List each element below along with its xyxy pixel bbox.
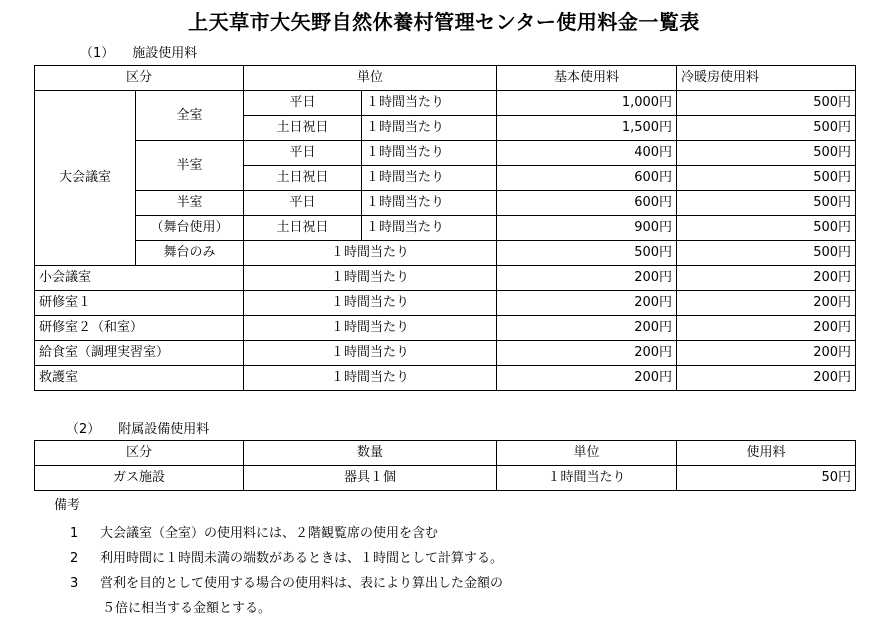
section-2-number: （2）	[66, 422, 101, 437]
unit-cell: １時間当たり	[362, 91, 497, 116]
section-2-label: 附属設備使用料	[118, 422, 210, 437]
table-row	[35, 341, 856, 366]
room-name: 研修室２（和室）	[35, 316, 244, 341]
day-type: 土日祝日	[244, 216, 362, 241]
aircon-fee: 500円	[677, 216, 856, 241]
unit-cell: １時間当たり	[362, 216, 497, 241]
room-name: 研修室１	[35, 291, 244, 316]
note-text-continued: ５倍に相当する金額とする。	[102, 601, 272, 616]
sub-butai-nomi: 舞台のみ	[136, 241, 244, 266]
unit-cell: １時間当たり	[244, 266, 497, 291]
day-type: 平日	[244, 91, 362, 116]
table-row	[35, 216, 856, 241]
aircon-fee: 200円	[677, 266, 856, 291]
sub-hanshitsu: 半室	[136, 141, 244, 191]
aircon-fee: 500円	[677, 166, 856, 191]
note-text: 大会議室（全室）の使用料には、２階観覧席の使用を含む	[100, 526, 439, 541]
note-item	[54, 546, 503, 571]
table-row	[35, 466, 856, 491]
header-kubun: 区分	[35, 66, 244, 91]
unit-cell: １時間当たり	[244, 366, 497, 391]
basic-fee: 200円	[497, 316, 677, 341]
aircon-fee: 500円	[677, 141, 856, 166]
equipment-unit: １時間当たり	[497, 466, 677, 491]
facility-fee-table	[34, 65, 856, 391]
header-unit: 単位	[244, 66, 497, 91]
unit-cell: １時間当たり	[244, 291, 497, 316]
equipment-fee: 50円	[677, 466, 856, 491]
basic-fee: 500円	[497, 241, 677, 266]
aircon-fee: 200円	[677, 366, 856, 391]
header-kubun: 区分	[35, 441, 244, 466]
note-number: 2	[70, 551, 79, 566]
note-text: 営利を目的として使用する場合の使用料は、表により算出した金額の	[100, 576, 504, 591]
table-row	[35, 91, 856, 116]
section-1-label: 施設使用料	[132, 46, 198, 61]
unit-cell: １時間当たり	[244, 341, 497, 366]
table-row	[35, 291, 856, 316]
basic-fee: 200円	[497, 266, 677, 291]
page-title: 上天草市大矢野自然休養村管理センター使用料金一覧表	[188, 10, 700, 34]
notes-section	[54, 494, 503, 621]
sub-hanshitsu-butai-1: 半室	[136, 191, 244, 216]
note-number: 3	[70, 576, 79, 591]
day-type: 土日祝日	[244, 116, 362, 141]
section-2-heading	[66, 418, 209, 437]
aircon-fee: 500円	[677, 116, 856, 141]
aircon-fee: 500円	[677, 191, 856, 216]
room-daikaigi: 大会議室	[35, 91, 136, 266]
unit-cell: １時間当たり	[362, 191, 497, 216]
basic-fee: 900円	[497, 216, 677, 241]
room-name: 給食室（調理実習室）	[35, 341, 244, 366]
day-type: 平日	[244, 191, 362, 216]
header-qty: 数量	[244, 441, 497, 466]
room-name: 小会議室	[35, 266, 244, 291]
section-1-heading	[80, 42, 197, 61]
table-row	[35, 241, 856, 266]
basic-fee: 200円	[497, 366, 677, 391]
basic-fee: 1,000円	[497, 91, 677, 116]
equipment-fee-table	[34, 440, 856, 491]
sub-hanshitsu-butai-2: （舞台使用）	[136, 216, 244, 241]
basic-fee: 200円	[497, 341, 677, 366]
note-text: 利用時間に１時間未満の端数があるときは、１時間として計算する。	[100, 551, 504, 566]
table-row	[35, 366, 856, 391]
unit-cell: １時間当たり	[362, 116, 497, 141]
aircon-fee: 200円	[677, 291, 856, 316]
sub-zenshitsu: 全室	[136, 91, 244, 141]
room-name: 救護室	[35, 366, 244, 391]
unit-cell: １時間当たり	[362, 141, 497, 166]
unit-cell: １時間当たり	[244, 316, 497, 341]
section-1-number: （1）	[80, 46, 115, 61]
basic-fee: 1,500円	[497, 116, 677, 141]
header-basic-fee: 基本使用料	[497, 66, 677, 91]
basic-fee: 600円	[497, 191, 677, 216]
equipment-qty: 器具１個	[244, 466, 497, 491]
table-header-row	[35, 441, 856, 466]
aircon-fee: 200円	[677, 341, 856, 366]
day-type: 土日祝日	[244, 166, 362, 191]
note-number: 1	[70, 526, 79, 541]
aircon-fee: 500円	[677, 241, 856, 266]
header-unit: 単位	[497, 441, 677, 466]
table-row	[35, 191, 856, 216]
aircon-fee: 500円	[677, 91, 856, 116]
basic-fee: 600円	[497, 166, 677, 191]
table-row	[35, 141, 856, 166]
note-item	[54, 571, 503, 621]
day-type: 平日	[244, 141, 362, 166]
unit-cell: １時間当たり	[362, 166, 497, 191]
table-row	[35, 316, 856, 341]
header-fee: 使用料	[677, 441, 856, 466]
basic-fee: 400円	[497, 141, 677, 166]
notes-header: 備考	[54, 498, 81, 513]
unit-cell: １時間当たり	[244, 241, 497, 266]
table-header-row	[35, 66, 856, 91]
table-row	[35, 266, 856, 291]
basic-fee: 200円	[497, 291, 677, 316]
equipment-name: ガス施設	[35, 466, 244, 491]
aircon-fee: 200円	[677, 316, 856, 341]
header-aircon-fee: 冷暖房使用料	[677, 66, 856, 91]
note-item	[54, 521, 503, 546]
